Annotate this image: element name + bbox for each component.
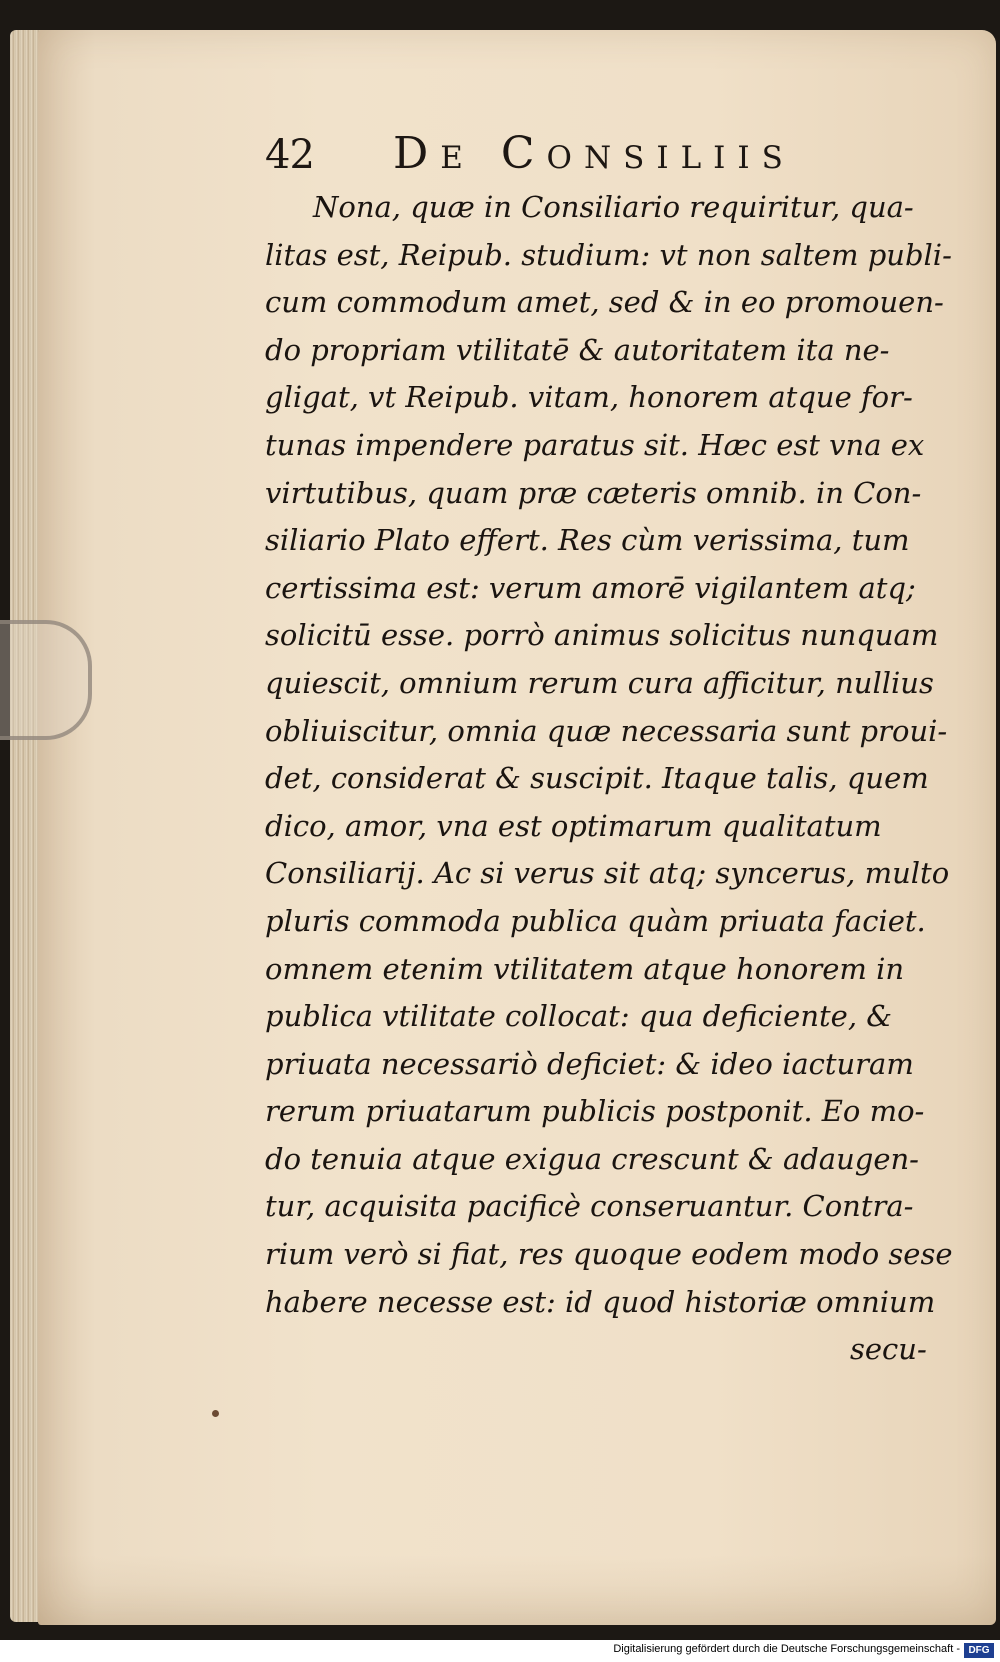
text-line: Nona, quæ in Consiliario requiritur, qua- bbox=[313, 190, 914, 224]
page-header bbox=[265, 128, 955, 188]
text-line: pluris commoda publica quàm priuata faciet. bbox=[265, 903, 926, 938]
text-line: rium verò si fiat, res quoque eodem modo sese bbox=[265, 1237, 953, 1272]
text-line: publica vtilitate collocat: qua deficiente, & bbox=[265, 999, 893, 1034]
body-text bbox=[265, 184, 965, 1374]
footer-bar bbox=[0, 1640, 1000, 1662]
text-line: obliuiscitur, omnia quæ necessaria sunt proui- bbox=[265, 713, 948, 748]
text-line: tur, acquisita pacificè conseruantur. Contra- bbox=[265, 1189, 914, 1224]
funding-notice: Digitalisierung gefördert durch die Deutsche Forschungsgemeinschaft - bbox=[613, 1643, 960, 1655]
text-line: solicitū esse. porrò animus solicitus nunquam bbox=[265, 618, 939, 653]
text-line: Consiliarij. Ac si verus sit atq; syncerus, multo bbox=[265, 856, 950, 891]
text-line: siliario Plato effert. Res cùm verissima, tum bbox=[265, 523, 910, 558]
text-line: virtutibus, quam præ cæteris omnib. in Con- bbox=[265, 475, 922, 510]
text-line: det, considerat & suscipit. Itaque talis, quem bbox=[265, 761, 929, 796]
dfg-logo-icon: DFG bbox=[964, 1643, 994, 1658]
text-line: do propriam vtilitatē & autoritatem ita ne- bbox=[265, 332, 890, 367]
text-line: do tenuia atque exigua crescunt & adaugen- bbox=[265, 1141, 919, 1176]
ink-spot bbox=[212, 1410, 219, 1417]
text-line: rerum priuatarum publicis postponit. Eo mo- bbox=[265, 1094, 925, 1129]
text-line: quiescit, omnium rerum cura afficitur, nullius bbox=[265, 665, 934, 700]
text-line: gligat, vt Reipub. vitam, honorem atque for- bbox=[265, 380, 913, 415]
text-line: certissima est: verum amorē vigilantem atq; bbox=[265, 570, 916, 605]
text-line: litas est, Reipub. studium: vt non saltem publi- bbox=[265, 237, 952, 272]
running-title: De Consiliis bbox=[393, 128, 795, 179]
text-line: cum commodum amet, sed & in eo promouen- bbox=[265, 285, 944, 320]
text-line: omnem etenim vtilitatem atque honorem in bbox=[265, 951, 905, 986]
text-line: tunas impendere paratus sit. Hæc est vna ex bbox=[265, 427, 925, 462]
text-line: priuata necessariò deficiet: & ideo iacturam bbox=[265, 1046, 914, 1081]
page-number: 42 bbox=[265, 132, 314, 178]
page-clip bbox=[0, 620, 92, 740]
text-line: habere necesse est: id quod historiæ omnium bbox=[265, 1284, 936, 1319]
text-line: dico, amor, vna est optimarum qualitatum bbox=[265, 808, 882, 843]
catchword: secu- bbox=[850, 1332, 927, 1367]
